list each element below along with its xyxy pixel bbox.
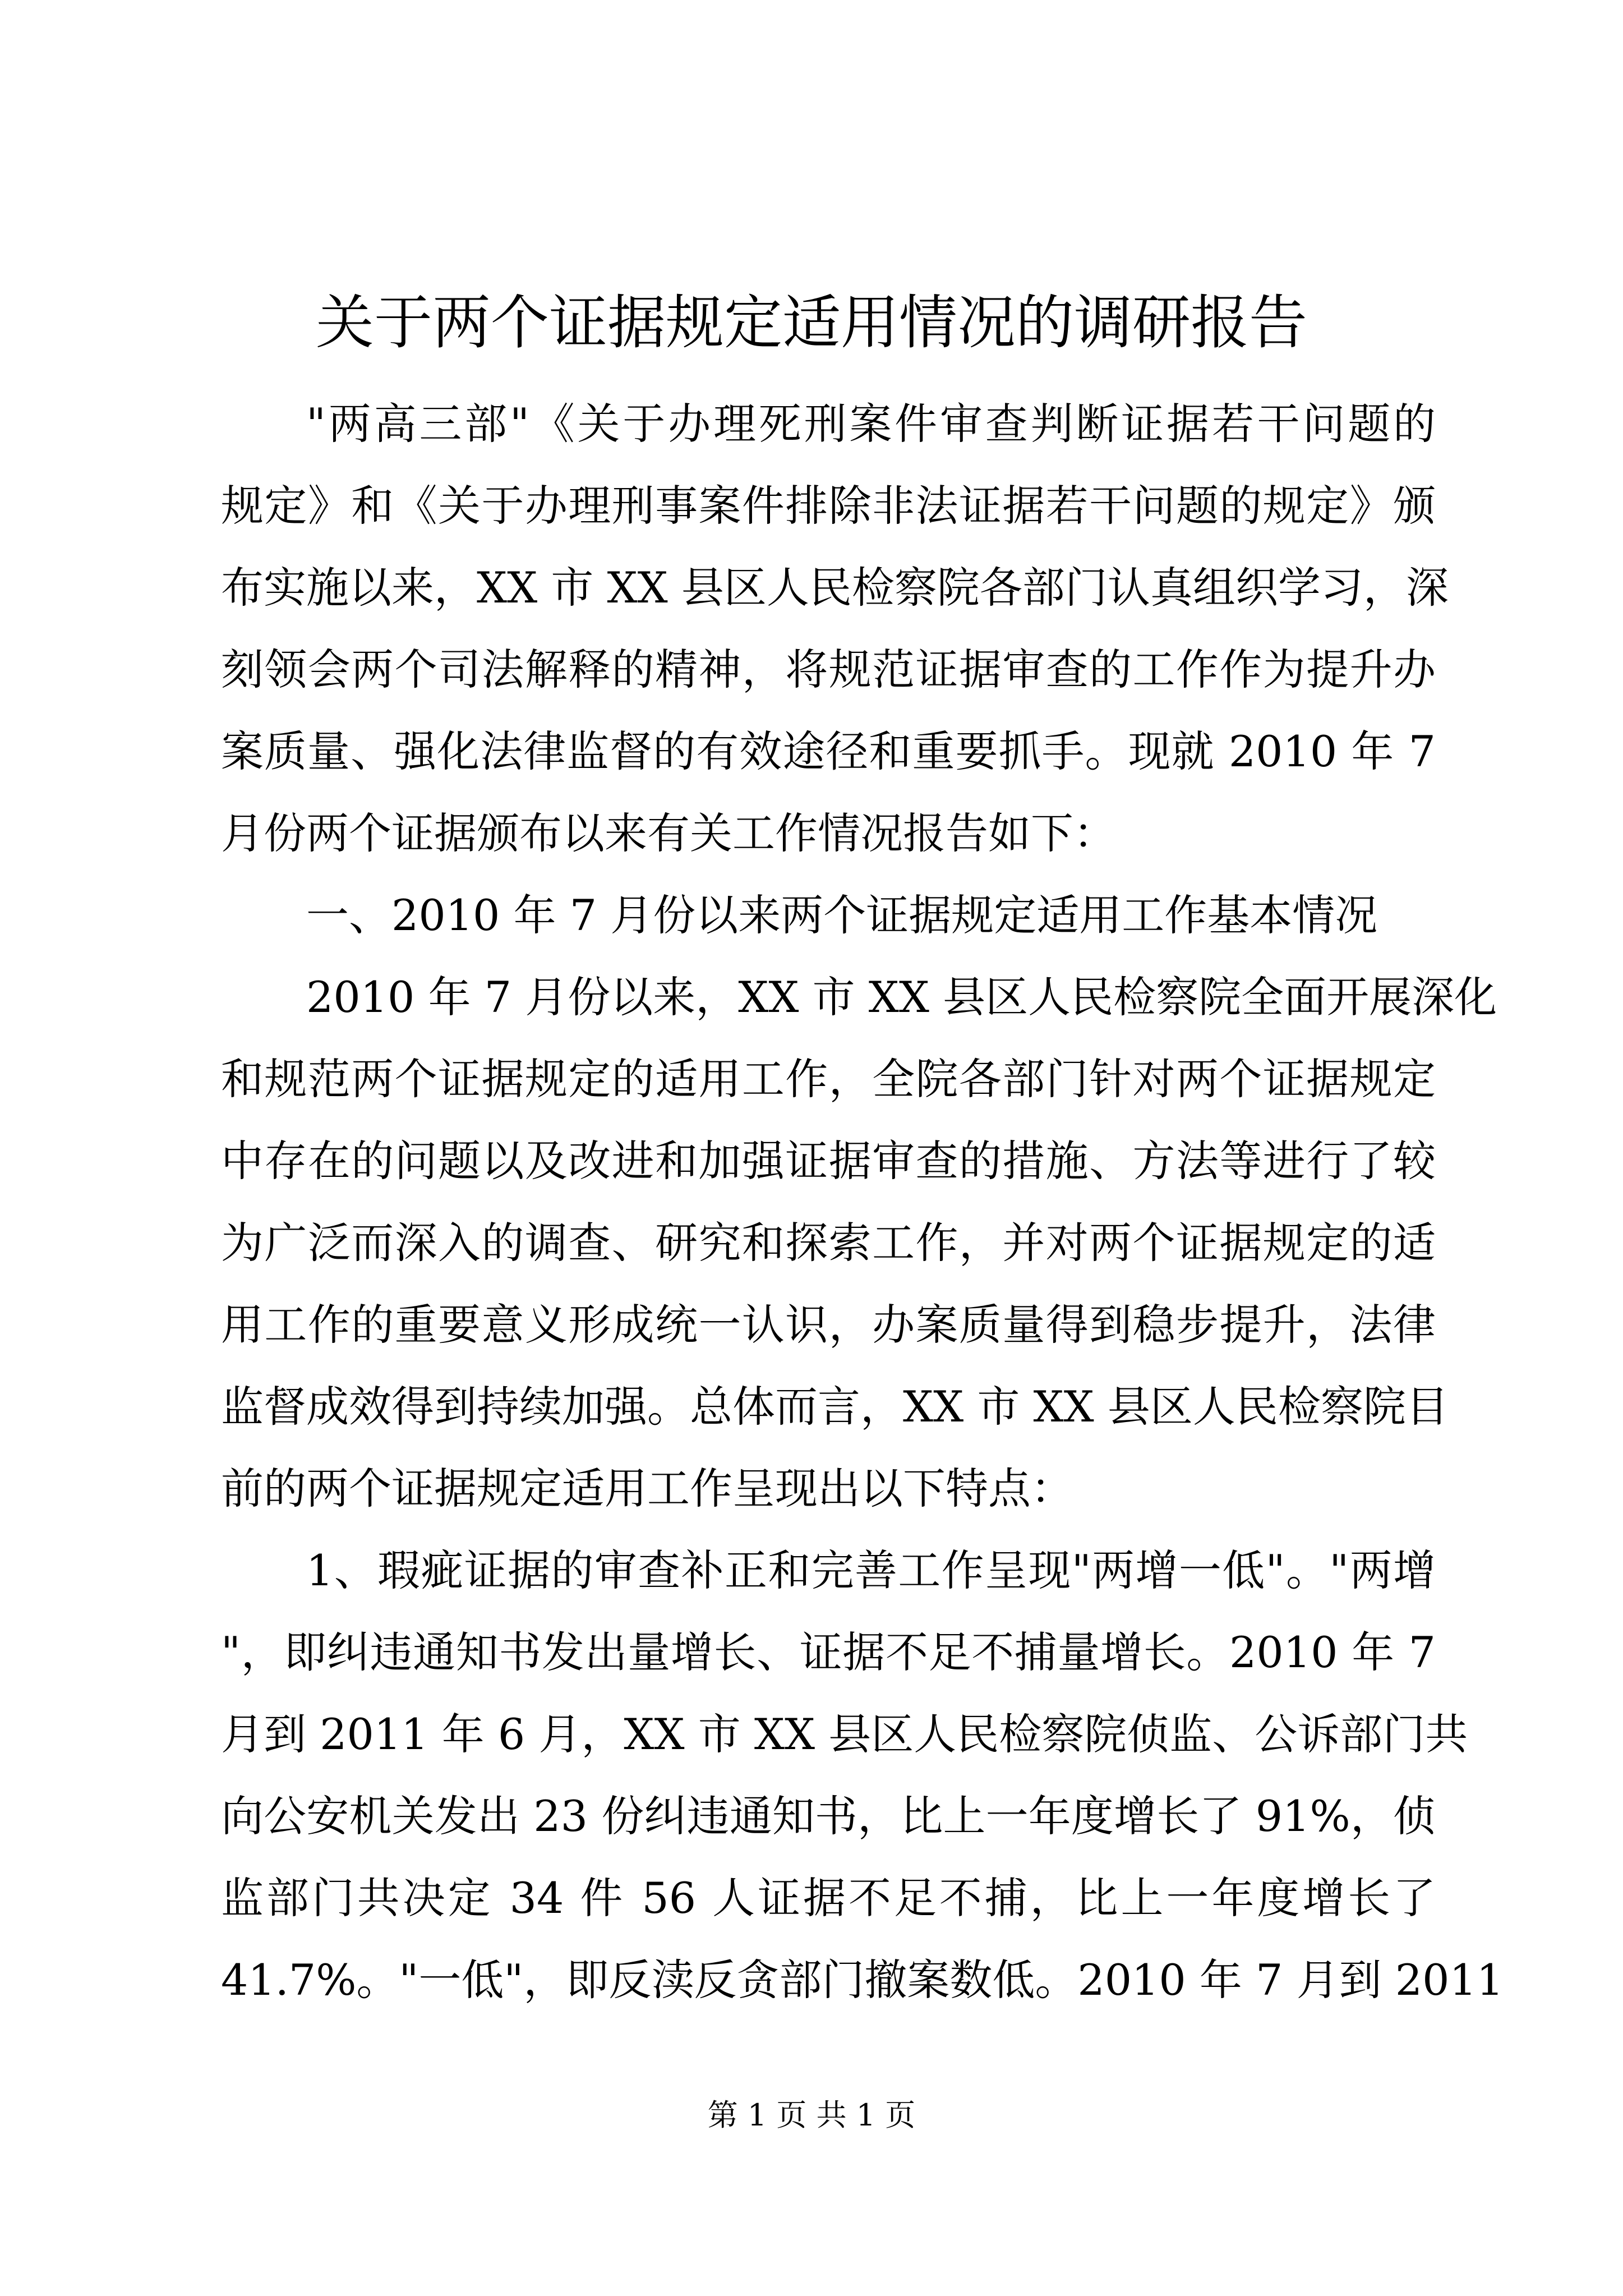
document-title: 关于两个证据规定适用情况的调研报告 bbox=[315, 288, 1307, 357]
text-line: 为广泛而深入的调查、研究和探索工作，并对两个证据规定的适 bbox=[221, 1218, 1436, 1268]
text-line: "，即纠违通知书发出量增长、证据不足不捕量增长。2010 年 7 bbox=[221, 1627, 1436, 1677]
text-line: 41.7%。"一低"，即反渎反贪部门撤案数低。2010 年 7 月到 2011 bbox=[221, 1955, 1504, 2005]
text-line: 案质量、强化法律监督的有效途径和重要抓手。现就 2010 年 7 bbox=[221, 726, 1436, 776]
page-footer: 第 1 页 共 1 页 bbox=[707, 2097, 916, 2133]
text-line: "两高三部"《关于办理死刑案件审查判断证据若干问题的 bbox=[306, 399, 1436, 449]
text-line: 布实施以来，XX 市 XX 县区人民检察院各部门认真组织学习，深 bbox=[221, 563, 1449, 613]
text-line: 1、瑕疵证据的审查补正和完善工作呈现"两增一低"。"两增 bbox=[306, 1545, 1436, 1595]
text-line: 规定》和《关于办理刑事案件排除非法证据若干问题的规定》颁 bbox=[221, 481, 1436, 531]
text-line: 月份两个证据颁布以来有关工作情况报告如下： bbox=[221, 808, 1116, 858]
text-line: 2010 年 7 月份以来，XX 市 XX 县区人民检察院全面开展深化 bbox=[306, 972, 1497, 1022]
text-line: 刻领会两个司法解释的精神，将规范证据审查的工作作为提升办 bbox=[221, 645, 1436, 694]
text-line: 中存在的问题以及改进和加强证据审查的措施、方法等进行了较 bbox=[221, 1136, 1436, 1186]
text-line: 向公安机关发出 23 份纠违通知书，比上一年度增长了 91%，侦 bbox=[221, 1791, 1436, 1841]
text-line: 月到 2011 年 6 月，XX 市 XX 县区人民检察院侦监、公诉部门共 bbox=[221, 1709, 1468, 1759]
section-heading: 一、2010 年 7 月份以来两个证据规定适用工作基本情况 bbox=[306, 890, 1378, 940]
text-line: 监部门共决定 34 件 56 人证据不足不捕，比上一年度增长了 bbox=[221, 1873, 1436, 1923]
text-line: 和规范两个证据规定的适用工作，全院各部门针对两个证据规定 bbox=[221, 1054, 1436, 1104]
text-line: 前的两个证据规定适用工作呈现出以下特点： bbox=[221, 1464, 1073, 1513]
text-line: 监督成效得到持续加强。总体而言，XX 市 XX 县区人民检察院目 bbox=[221, 1382, 1449, 1432]
document-body bbox=[221, 383, 1504, 2021]
text-line: 用工作的重要意义形成统一认识，办案质量得到稳步提升，法律 bbox=[221, 1300, 1436, 1350]
